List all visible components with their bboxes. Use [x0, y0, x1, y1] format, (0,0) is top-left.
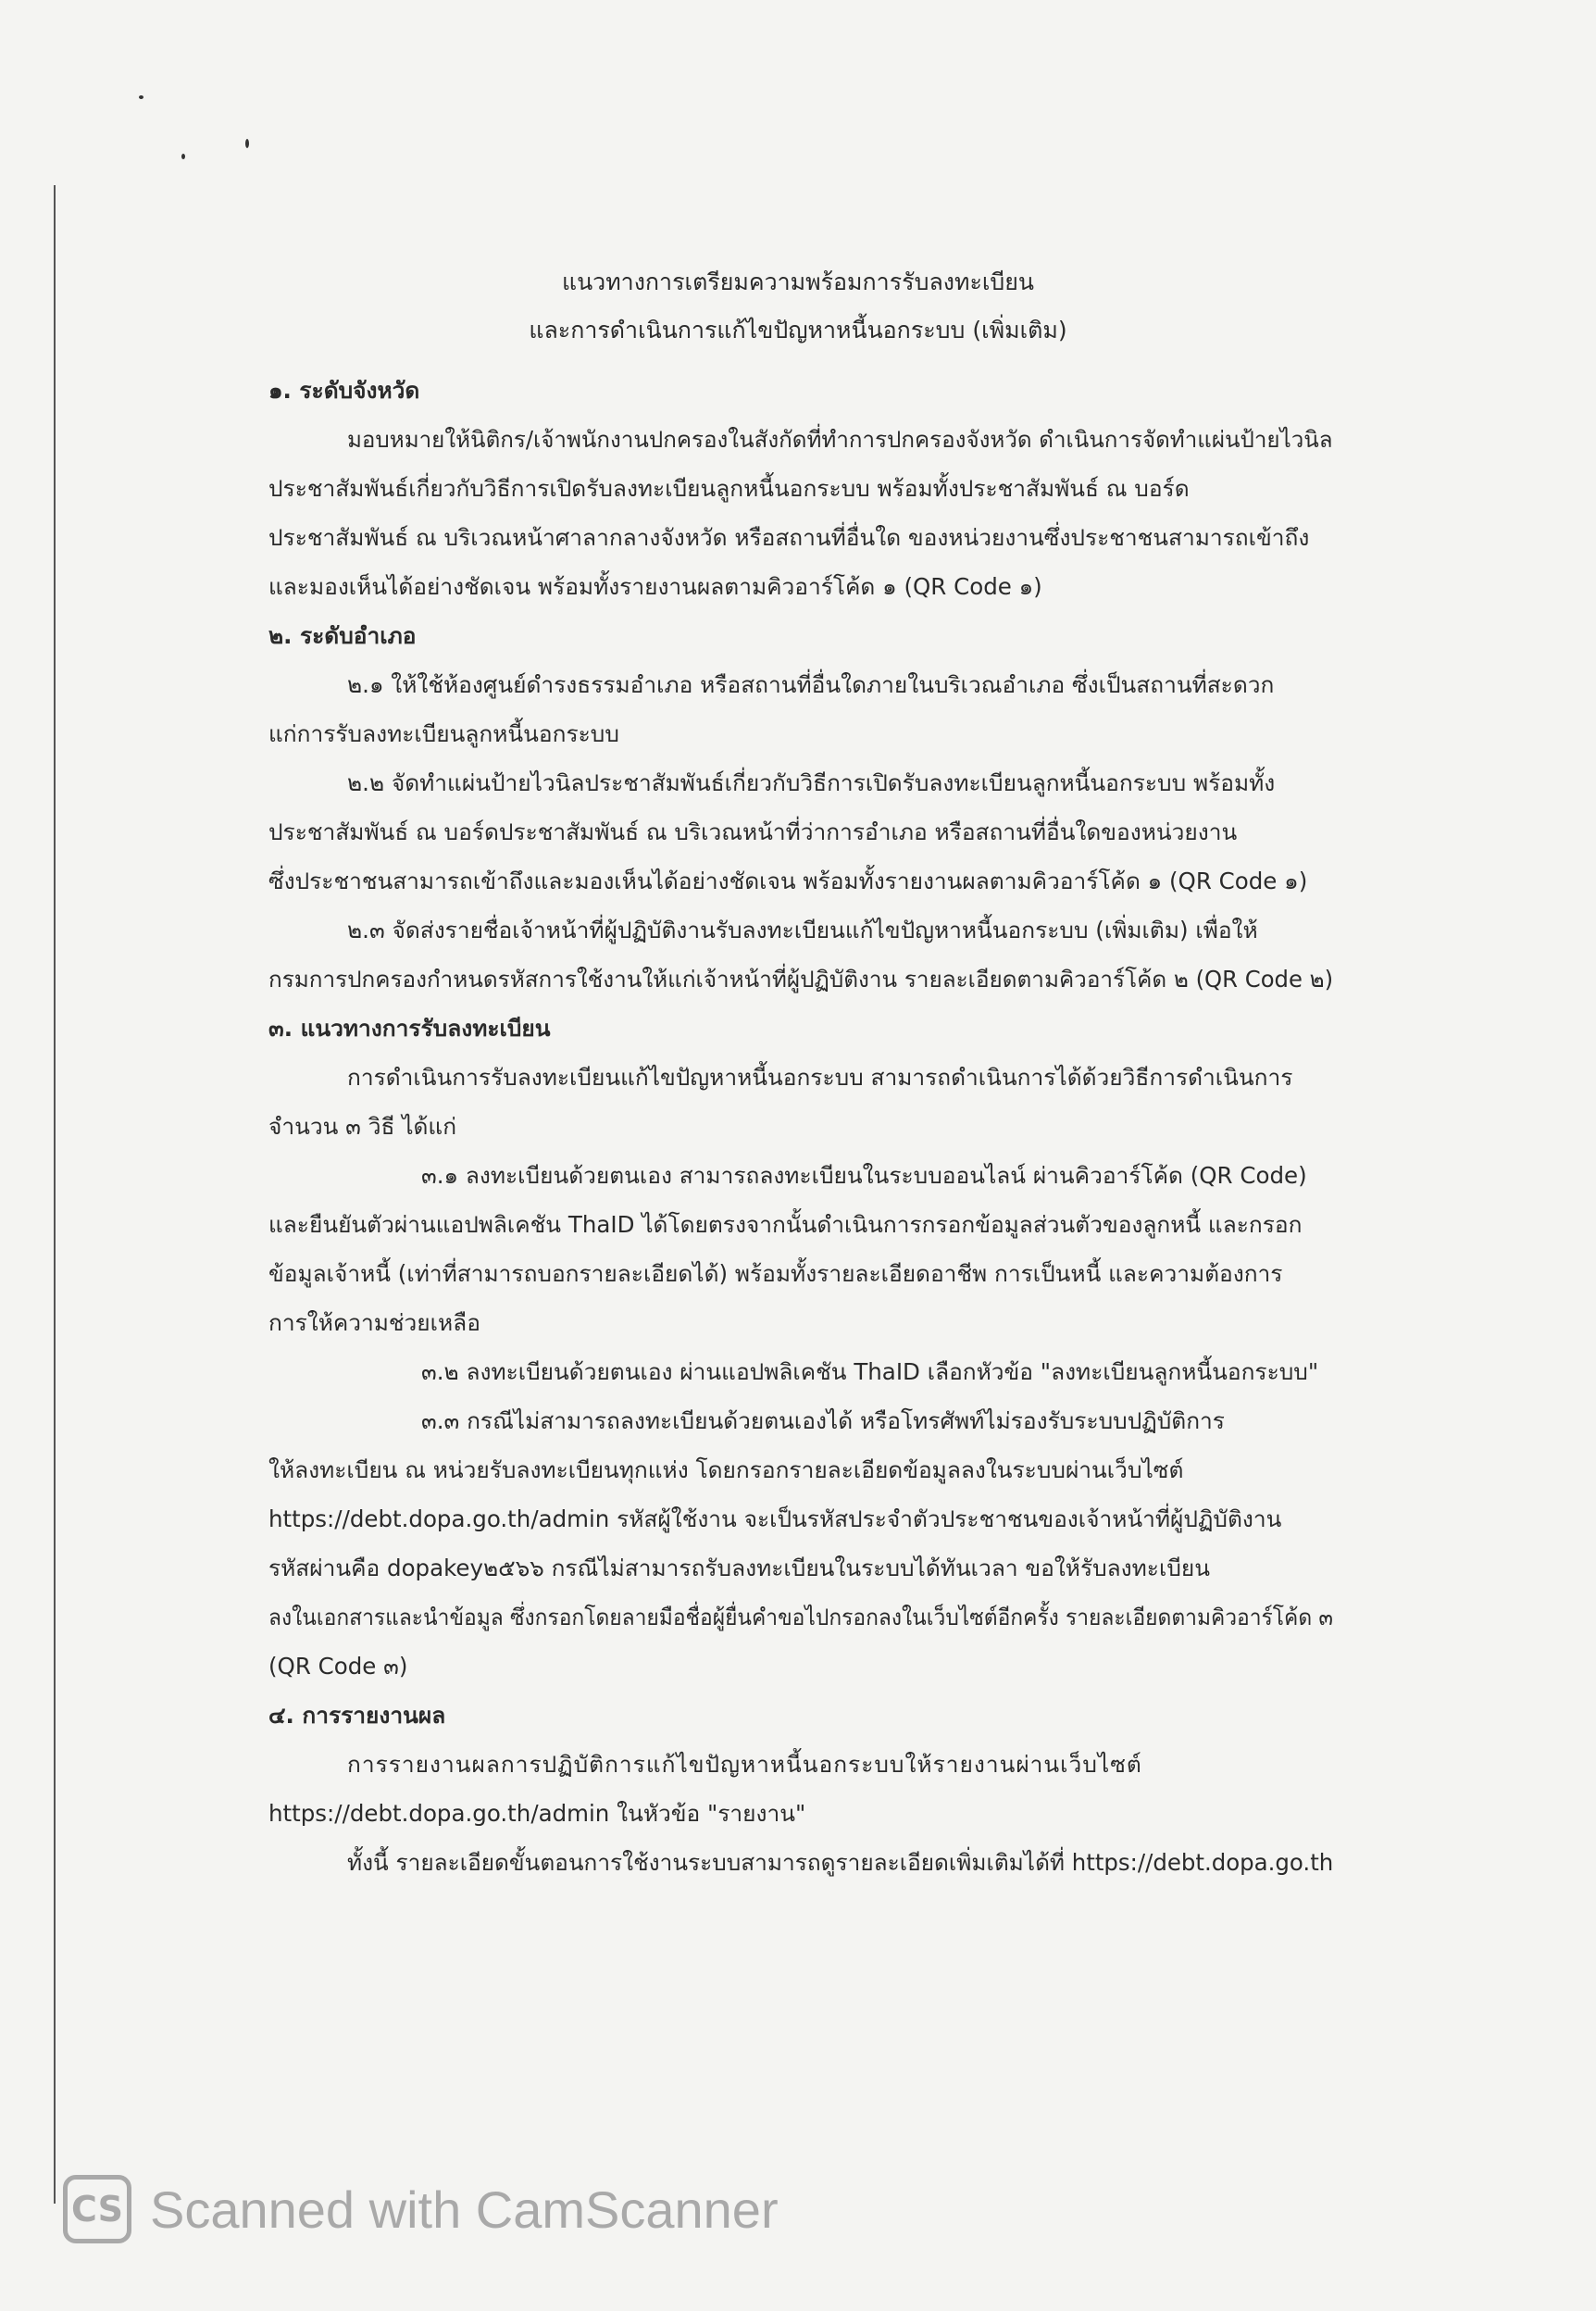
- body-line: ๓.๓ กรณีไม่สามารถลงทะเบียนด้วยตนเองได้ หรือโทรศัพท์ไม่รองรับระบบปฏิบัติการ: [421, 1407, 1225, 1434]
- camscanner-logo: CS: [63, 2175, 131, 2243]
- section-heading: ๑. ระดับจังหวัด: [268, 377, 420, 404]
- body-line: https://debt.dopa.go.th/admin ในหัวข้อ "รายงาน": [268, 1800, 806, 1827]
- body-line: จำนวน ๓ วิธี ได้แก่: [268, 1113, 457, 1140]
- body-line: การรายงานผลการปฏิบัติการแก้ไขปัญหาหนี้นอกระบบให้รายงานผ่านเว็บไซต์: [347, 1751, 1142, 1778]
- body-line: ๒.๓ จัดส่งรายชื่อเจ้าหน้าที่ผู้ปฏิบัติงานรับลงทะเบียนแก้ไขปัญหาหนี้นอกระบบ (เพิ่มเติม) เพื่อให้: [347, 917, 1258, 943]
- body-line: ประชาสัมพันธ์ ณ บริเวณหน้าศาลากลางจังหวัด หรือสถานที่อื่นใด ของหน่วยงานซึ่งประชาชนสามารถเข้าถึง: [268, 524, 1310, 551]
- body-line: ซึ่งประชาชนสามารถเข้าถึงและมองเห็นได้อย่างชัดเจน พร้อมทั้งรายงานผลตามคิวอาร์โค้ด ๑ (QR Code ๑): [268, 868, 1308, 894]
- body-line: และมองเห็นได้อย่างชัดเจน พร้อมทั้งรายงานผลตามคิวอาร์โค้ด ๑ (QR Code ๑): [268, 573, 1042, 600]
- section-heading: ๒. ระดับอำเภอ: [268, 622, 417, 649]
- body-line: (QR Code ๓): [268, 1653, 408, 1680]
- body-line: การดำเนินการรับลงทะเบียนแก้ไขปัญหาหนี้นอกระบบ สามารถดำเนินการได้ด้วยวิธีการดำเนินการ: [347, 1064, 1293, 1091]
- body-line: และยืนยันตัวผ่านแอปพลิเคชัน ThaID ได้โดยตรงจากนั้นดำเนินการกรอกข้อมูลส่วนตัวของลูกหนี้ และกรอก: [268, 1211, 1303, 1238]
- body-line: ๓.๑ ลงทะเบียนด้วยตนเอง สามารถลงทะเบียนในระบบออนไลน์ ผ่านคิวอาร์โค้ด (QR Code): [421, 1162, 1307, 1189]
- body-line: ประชาสัมพันธ์ ณ บอร์ดประชาสัมพันธ์ ณ บริเวณหน้าที่ว่าการอำเภอ หรือสถานที่อื่นใดของหน่วยงาน: [268, 818, 1238, 845]
- section-heading: ๓. แนวทางการรับลงทะเบียน: [268, 1015, 551, 1042]
- body-line: ๒.๑ ให้ใช้ห้องศูนย์ดำรงธรรมอำเภอ หรือสถานที่อื่นใดภายในบริเวณอำเภอ ซึ่งเป็นสถานที่สะดวก: [347, 671, 1275, 698]
- body-line: https://debt.dopa.go.th/admin รหัสผู้ใช้งาน จะเป็นรหัสประจำตัวประชาชนของเจ้าหน้าที่ผู้ปฏิบัติงาน: [268, 1505, 1282, 1532]
- body-line: ลงในเอกสารและนำข้อมูล ซึ่งกรอกโดยลายมือชื่อผู้ยื่นคำขอไปกรอกลงในเว็บไซต์อีกครั้ง รายละเอียดตามคิวอาร์โค้ด ๓: [268, 1604, 1333, 1630]
- body-line: ประชาสัมพันธ์เกี่ยวกับวิธีการเปิดรับลงทะเบียนลูกหนี้นอกระบบ พร้อมทั้งประชาสัมพันธ์ ณ บอร์ด: [268, 475, 1190, 502]
- body-line: ทั้งนี้ รายละเอียดขั้นตอนการใช้งานระบบสามารถดูรายละเอียดเพิ่มเติมได้ที่ https://debt.dopa.go.th: [347, 1849, 1334, 1876]
- scan-speck: [181, 154, 185, 159]
- scan-speck: [245, 139, 249, 148]
- page-margin-line: [54, 185, 56, 2204]
- body-line: รหัสผ่านคือ dopakey๒๕๖๖ กรณีไม่สามารถรับลงทะเบียนในระบบได้ทันเวลา ขอให้รับลงทะเบียน: [268, 1555, 1210, 1581]
- body-line: ให้ลงทะเบียน ณ หน่วยรับลงทะเบียนทุกแห่ง โดยกรอกรายละเอียดข้อมูลลงในระบบผ่านเว็บไซต์: [268, 1456, 1184, 1483]
- body-line: ข้อมูลเจ้าหนี้ (เท่าที่สามารถบอกรายละเอียดได้) พร้อมทั้งรายละเอียดอาชีพ การเป็นหนี้ และความต้องการ: [268, 1260, 1283, 1287]
- camscanner-watermark: [63, 2172, 779, 2246]
- document-title-line-2: และการดำเนินการแก้ไขปัญหาหนี้นอกระบบ (เพิ่มเติม): [529, 317, 1067, 344]
- body-line: แก่การรับลงทะเบียนลูกหนี้นอกระบบ: [268, 720, 619, 747]
- body-line: การให้ความช่วยเหลือ: [268, 1309, 480, 1336]
- camscanner-text: Scanned with CamScanner: [150, 2180, 779, 2239]
- body-line: มอบหมายให้นิติกร/เจ้าพนักงานปกครองในสังกัดที่ทำการปกครองจังหวัด ดำเนินการจัดทำแผ่นป้ายไวนิล: [347, 426, 1333, 453]
- body-line: ๓.๒ ลงทะเบียนด้วยตนเอง ผ่านแอปพลิเคชัน ThaID เลือกหัวข้อ "ลงทะเบียนลูกหนี้นอกระบบ": [421, 1358, 1319, 1385]
- body-line: กรมการปกครองกำหนดรหัสการใช้งานให้แก่เจ้าหน้าที่ผู้ปฏิบัติงาน รายละเอียดตามคิวอาร์โค้ด ๒ (QR Code ๒): [268, 966, 1334, 993]
- body-line: ๒.๒ จัดทำแผ่นป้ายไวนิลประชาสัมพันธ์เกี่ยวกับวิธีการเปิดรับลงทะเบียนลูกหนี้นอกระบบ พร้อมทั้ง: [347, 769, 1276, 796]
- document-title-line-1: แนวทางการเตรียมความพร้อมการรับลงทะเบียน: [561, 269, 1035, 295]
- scan-speck: [139, 95, 143, 99]
- section-heading: ๔. การรายงานผล: [268, 1702, 446, 1729]
